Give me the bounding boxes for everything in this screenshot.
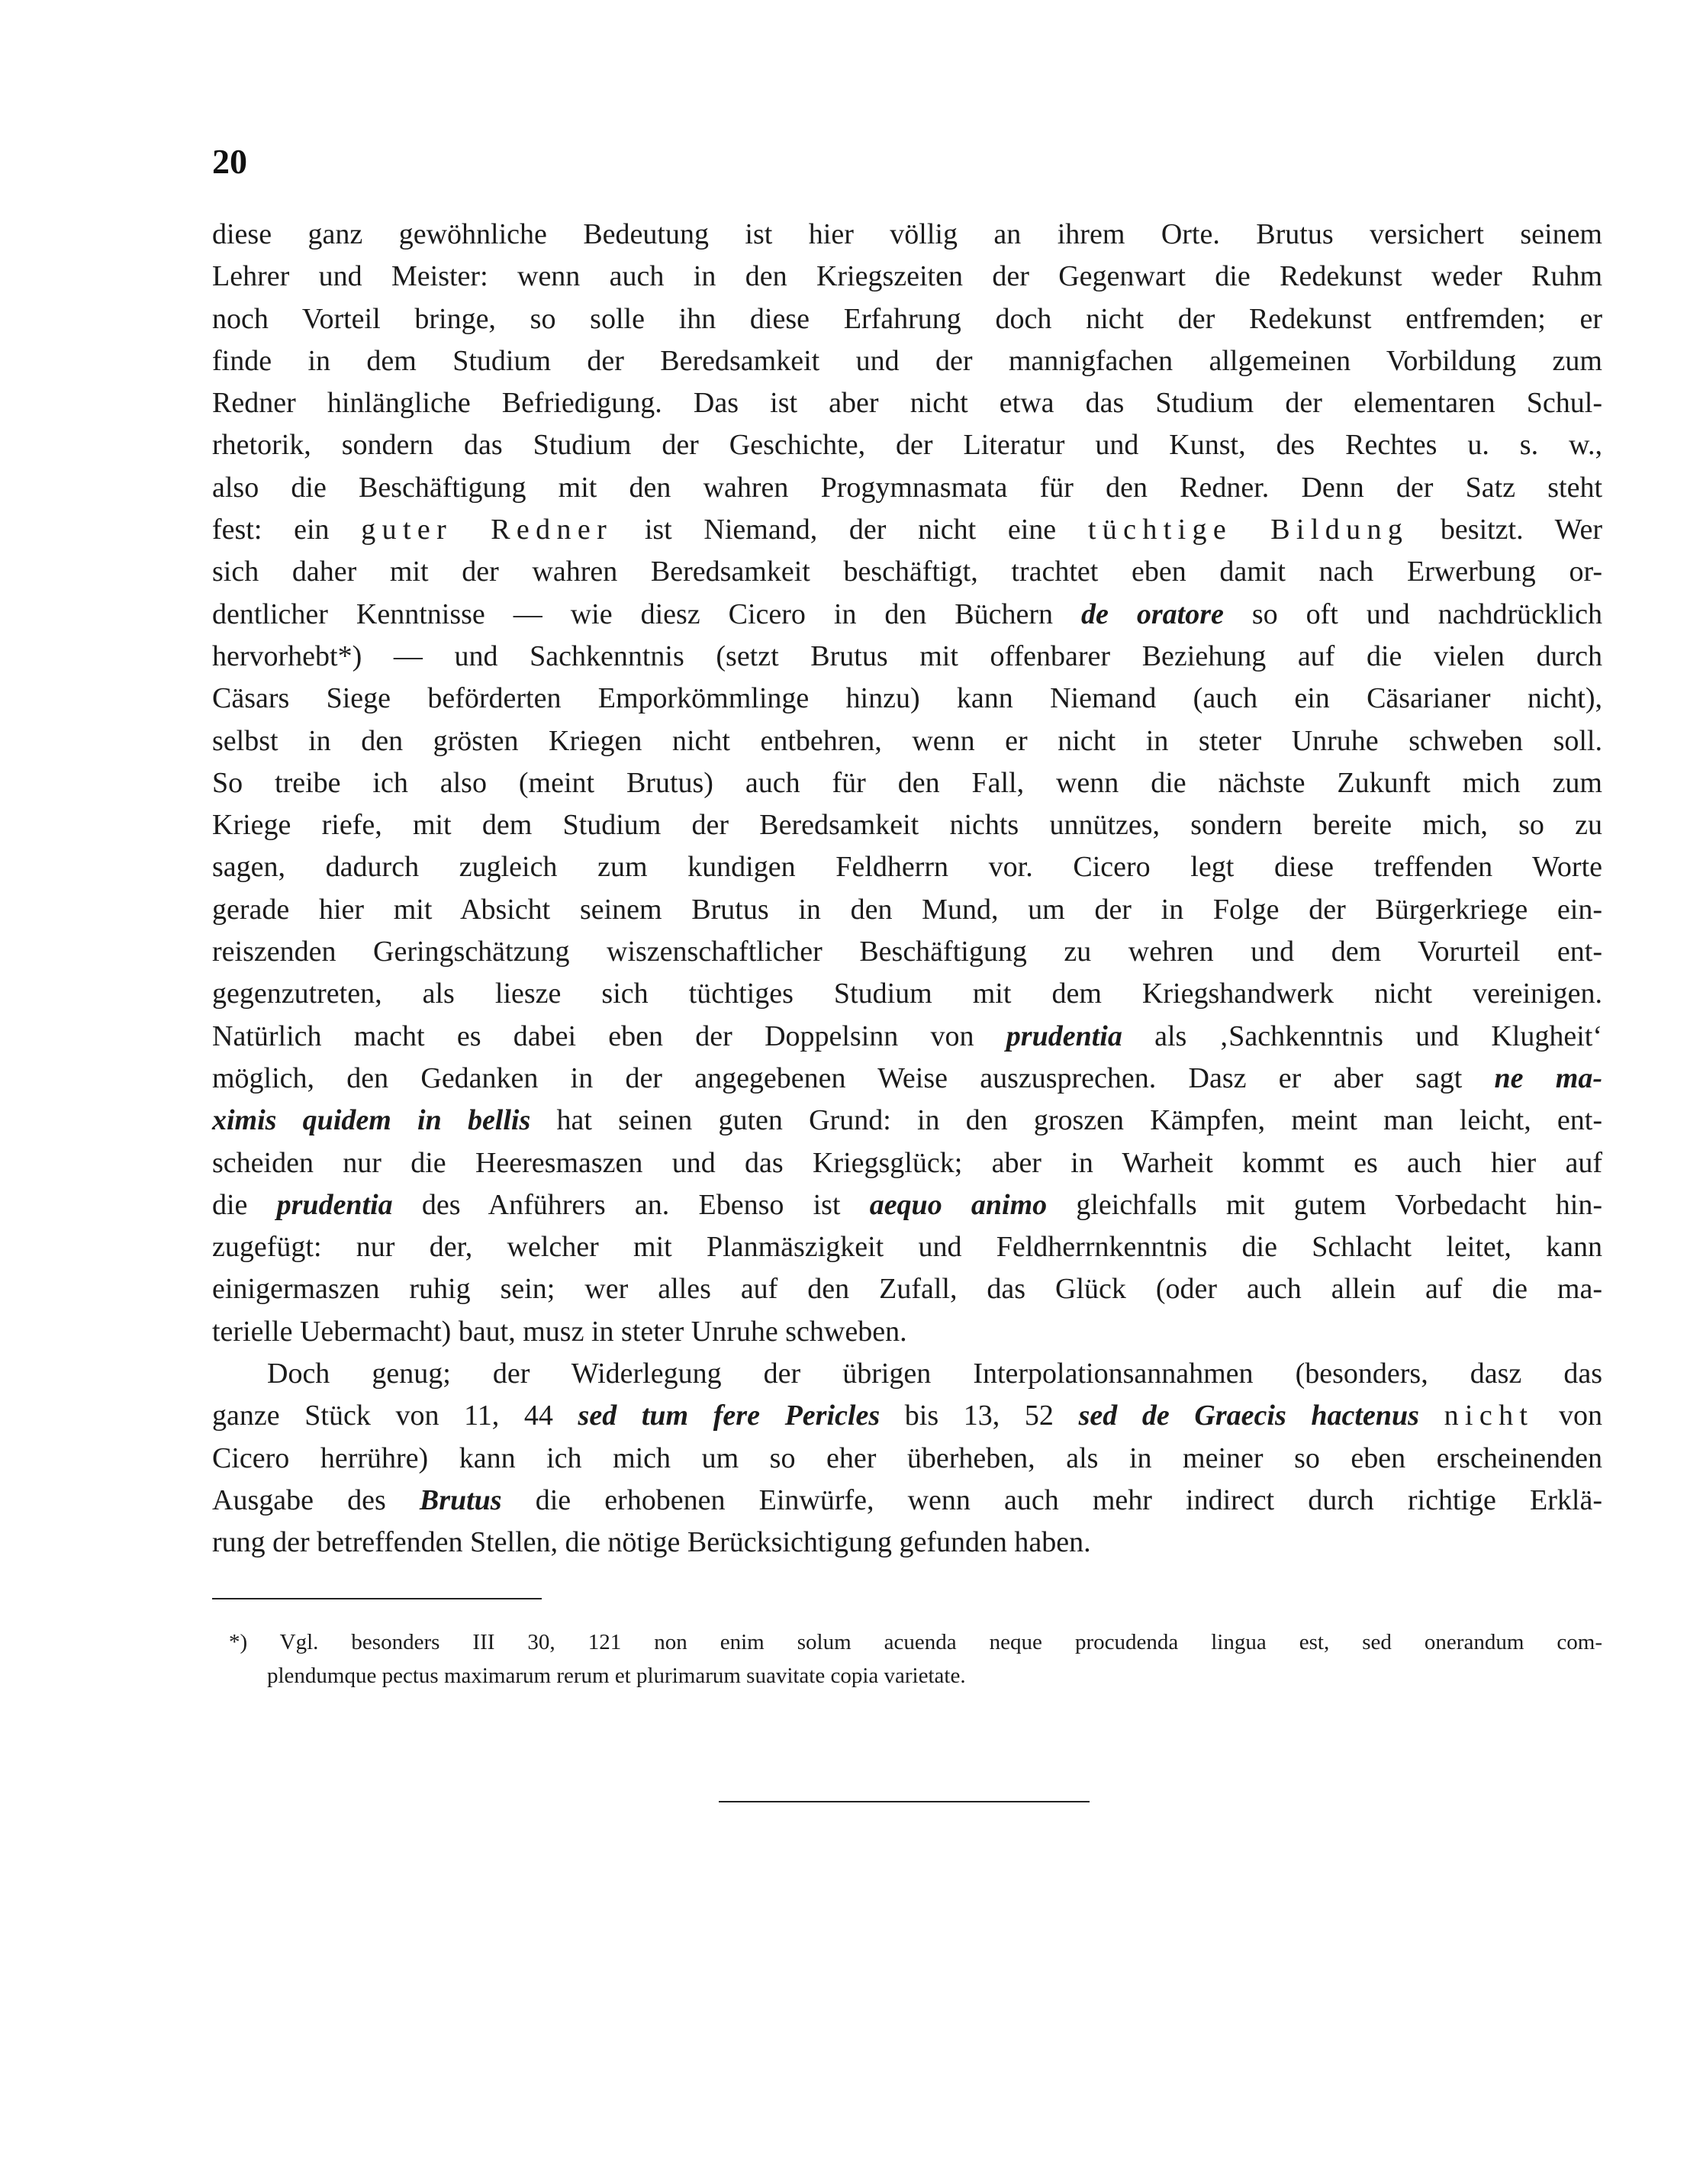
text-line: zugefügt: nur der, welcher mit Planmäszigkeit und Feldherrnkenntnis die Schlacht leitet, kann: [212, 1231, 1602, 1264]
text-line: also die Beschäftigung mit den wahren Progymnasmata für den Redner. Denn der Satz steht: [212, 471, 1602, 504]
italic-term: aequo animo: [869, 1188, 1048, 1221]
end-rule: [719, 1801, 1090, 1802]
text-line: selbst in den grösten Kriegen nicht entbehren, wenn er nicht in steter Unruhe schweben soll.: [212, 724, 1602, 757]
text-line: dentlicher Kenntnisse — wie diesz Cicero in den Büchern de oratore so oft und nachdrücklich: [212, 598, 1603, 630]
text-line: terielle Uebermacht) baut, musz in steter Unruhe schweben.: [212, 1315, 907, 1348]
text-line: scheiden nur die Heeresmaszen und das Kriegsglück; aber in Warheit kommt es auch hier auf: [212, 1146, 1602, 1179]
italic-term: prudentia: [1006, 1020, 1122, 1052]
text-line: die prudentia des Anführers an. Ebenso ist aequo animo gleichfalls mit gutem Vorbedacht hin-: [212, 1188, 1602, 1221]
text-line: rhetorik, sondern das Studium der Geschichte, der Literatur und Kunst, des Rechtes u. s. w.,: [212, 429, 1602, 462]
text-line: Redner hinlängliche Befriedigung. Das ist aber nicht etwa das Studium der elementaren Schul-: [212, 387, 1602, 420]
text-line: diese ganz gewöhnliche Bedeutung ist hier völlig an ihrem Orte. Brutus versichert seinem: [212, 218, 1602, 250]
text-line: sagen, dadurch zugleich zum kundigen Feldherrn vor. Cicero legt diese treffenden Worte: [212, 851, 1602, 884]
footnote-line: plendumque pectus maximarum rerum et plurimarum suavitate copia varietate.: [267, 1664, 966, 1688]
text-line: ganze Stück von 11, 44 sed tum fere Pericles bis 13, 52 sed de Graecis hactenus nicht von: [212, 1400, 1603, 1432]
text-line: gegenzutreten, als liesze sich tüchtiges Studium mit dem Kriegshandwerk nicht vereinigen.: [212, 978, 1602, 1010]
italic-term: ne ma-: [1494, 1061, 1602, 1094]
text-line: Lehrer und Meister: wenn auch in den Kriegszeiten der Gegenwart die Redekunst weder Ruhm: [212, 260, 1602, 293]
text-line: sich daher mit der wahren Beredsamkeit beschäftigt, trachtet eben damit nach Erwerbung or-: [212, 556, 1602, 588]
text-line: Doch genug; der Widerlegung der übrigen Interpolationsannahmen (besonders, dasz das: [267, 1358, 1602, 1390]
text-line: fest: ein guter Redner ist Niemand, der nicht eine tüchtige Bildung besitzt. Wer: [212, 514, 1602, 546]
italic-term: de oratore: [1081, 598, 1224, 630]
text-line: rung der betreffenden Stellen, die nötige Berücksichtigung gefunden haben.: [212, 1526, 1091, 1559]
text-line: hervorhebt*) — und Sachkenntnis (setzt Brutus mit offenbarer Beziehung auf die vielen durch: [212, 639, 1602, 672]
italic-term: sed tum fere Pericles: [578, 1400, 881, 1432]
text-line: ximis quidem in bellis hat seinen guten Grund: in den groszen Kämpfen, meint man leicht, ent-: [212, 1104, 1602, 1137]
italic-term: Brutus: [419, 1483, 502, 1516]
text-line: Cicero herrühre) kann ich mich um so eher überheben, als in meiner so eben erscheinenden: [212, 1442, 1602, 1474]
text-line: reiszenden Geringschätzung wiszenschaftlicher Beschäftigung zu wehren und dem Vorurteil ent-: [212, 936, 1602, 968]
text-line: finde in dem Studium der Beredsamkeit und der mannigfachen allgemeinen Vorbildung zum: [212, 344, 1602, 377]
footnote: [229, 1625, 1602, 1693]
spaced-emphasis: nicht: [1444, 1400, 1534, 1432]
italic-term: sed de Graecis hactenus: [1078, 1400, 1419, 1432]
text-line: So treibe ich also (meint Brutus) auch für den Fall, wenn die nächste Zukunft mich zum: [212, 766, 1602, 799]
footnote-line: *) Vgl. besonders III 30, 121 non enim solum acuenda neque procudenda lingua est, sed onerandum com-: [229, 1630, 1602, 1654]
footnote-separator: [212, 1598, 542, 1599]
text-line: Ausgabe des Brutus die erhobenen Einwürfe, wenn auch mehr indirect durch richtige Erklä-: [212, 1483, 1602, 1516]
italic-term: prudentia: [276, 1188, 393, 1221]
text-line: Natürlich macht es dabei eben der Doppelsinn von prudentia als ‚Sachkenntnis und Klugheit‘: [212, 1020, 1602, 1052]
spaced-emphasis: tüchtige Bildung: [1087, 514, 1409, 546]
text-line: Kriege riefe, mit dem Studium der Beredsamkeit nichts unnützes, sondern bereite mich, so zu: [212, 809, 1602, 842]
text-line: Cäsars Siege beförderten Emporkömmlinge hinzu) kann Niemand (auch ein Cäsarianer nicht),: [212, 682, 1602, 715]
body-text: [212, 214, 1602, 1564]
text-line: noch Vorteil bringe, so solle ihn diese Erfahrung doch nicht der Redekunst entfremden; er: [212, 302, 1602, 335]
text-line: einigermaszen ruhig sein; wer alles auf den Zufall, das Glück (oder auch allein auf die ma-: [212, 1273, 1602, 1306]
italic-term: ximis quidem in bellis: [212, 1104, 531, 1137]
page-number: 20: [212, 142, 247, 181]
text-line: gerade hier mit Absicht seinem Brutus in den Mund, um der in Folge der Bürgerkriege ein-: [212, 893, 1602, 926]
text-line: möglich, den Gedanken in der angegebenen Weise auszusprechen. Dasz er aber sagt ne ma-: [212, 1061, 1602, 1094]
spaced-emphasis: guter Redner: [361, 514, 613, 546]
